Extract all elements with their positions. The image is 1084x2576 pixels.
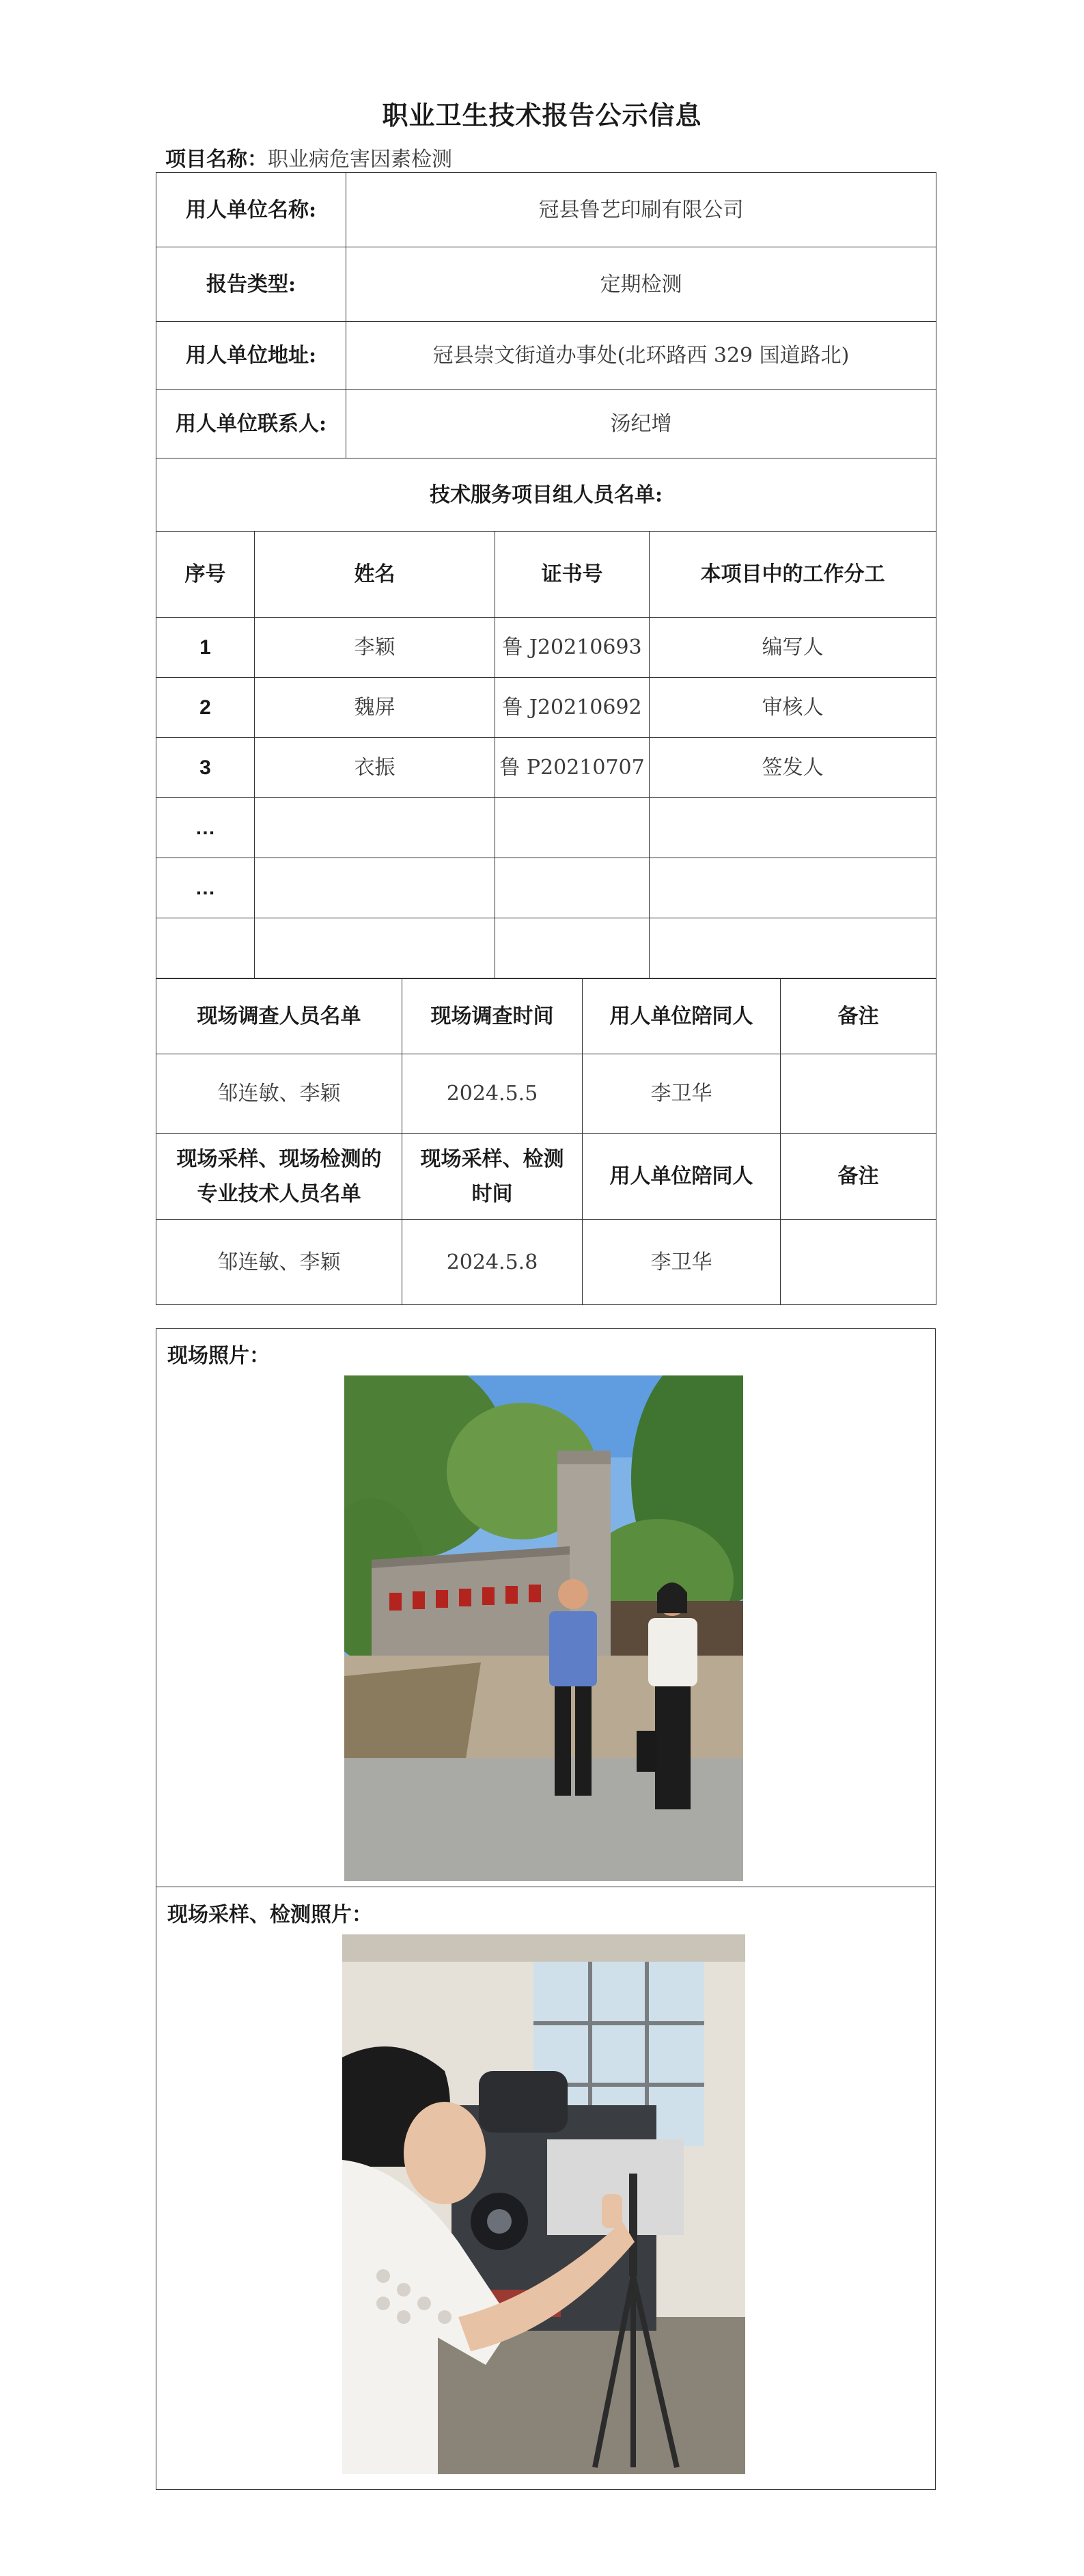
contact-value: 汤纪增 <box>346 390 936 458</box>
row-role: 编写人 <box>650 618 936 678</box>
row-no <box>156 918 255 978</box>
team-header-no: 序号 <box>156 532 255 618</box>
sampling-date: 2024.5.8 <box>402 1220 583 1305</box>
table-row <box>156 918 936 978</box>
row-role <box>650 858 936 918</box>
sampling-photo <box>342 1934 745 2474</box>
row-no: … <box>156 858 255 918</box>
survey-header-row <box>156 979 936 1054</box>
report-type-label: 报告类型: <box>156 247 346 322</box>
row-no: 3 <box>156 738 255 798</box>
sampling-escort: 李卫华 <box>583 1220 781 1305</box>
survey-table <box>156 978 936 1305</box>
row-name: 魏屏 <box>255 678 495 738</box>
survey-data-row <box>156 1054 936 1134</box>
sampling-staff: 邹连敏、李颖 <box>156 1220 402 1305</box>
survey-header-note: 备注 <box>781 979 936 1054</box>
info-row-contact <box>156 390 936 458</box>
info-row-unit-name <box>156 173 936 247</box>
row-role <box>650 798 936 858</box>
row-no: … <box>156 798 255 858</box>
row-name <box>255 798 495 858</box>
table-row <box>156 798 936 858</box>
survey-header-escort: 用人单位陪同人 <box>583 979 781 1054</box>
unit-info-table <box>156 172 936 978</box>
row-role: 签发人 <box>650 738 936 798</box>
row-name: 衣振 <box>255 738 495 798</box>
row-cert: 鲁 P20210707 <box>495 738 650 798</box>
row-role: 审核人 <box>650 678 936 738</box>
sampling-header-date: 现场采样、检测时间 <box>402 1134 583 1220</box>
sampling-header-note: 备注 <box>781 1134 936 1220</box>
address-label: 用人单位地址: <box>156 322 346 390</box>
photo-section <box>156 1328 936 2490</box>
survey-date: 2024.5.5 <box>402 1054 583 1134</box>
table-row <box>156 858 936 918</box>
row-cert <box>495 798 650 858</box>
row-name <box>255 918 495 978</box>
survey-header-date: 现场调查时间 <box>402 979 583 1054</box>
project-name-line <box>165 142 452 172</box>
team-header-role: 本项目中的工作分工 <box>650 532 936 618</box>
sampling-header-row <box>156 1134 936 1220</box>
row-name <box>255 858 495 918</box>
row-cert <box>495 858 650 918</box>
site-photo <box>344 1375 743 1881</box>
survey-note <box>781 1054 936 1134</box>
row-cert: 鲁 J20210692 <box>495 678 650 738</box>
report-type-value: 定期检测 <box>346 247 936 322</box>
row-cert <box>495 918 650 978</box>
team-heading-row <box>156 458 936 532</box>
team-header-cert: 证书号 <box>495 532 650 618</box>
team-header-name: 姓名 <box>255 532 495 618</box>
sampling-header-escort: 用人单位陪同人 <box>583 1134 781 1220</box>
unit-name-value: 冠县鲁艺印刷有限公司 <box>346 173 936 247</box>
sampling-header-staff: 现场采样、现场检测的专业技术人员名单 <box>156 1134 402 1220</box>
survey-header-staff: 现场调查人员名单 <box>156 979 402 1054</box>
table-row <box>156 618 936 678</box>
sampling-data-row <box>156 1220 936 1305</box>
unit-name-label: 用人单位名称: <box>156 173 346 247</box>
site-photo-label: 现场照片： <box>167 1344 270 1368</box>
row-no: 2 <box>156 678 255 738</box>
survey-escort: 李卫华 <box>583 1054 781 1134</box>
info-row-report-type <box>156 247 936 322</box>
page-title: 职业卫生技术报告公示信息 <box>382 100 702 131</box>
table-row <box>156 678 936 738</box>
row-role <box>650 918 936 978</box>
row-cert: 鲁 J20210693 <box>495 618 650 678</box>
contact-label: 用人单位联系人: <box>156 390 346 458</box>
row-name: 李颖 <box>255 618 495 678</box>
info-row-address <box>156 322 936 390</box>
team-heading: 技术服务项目组人员名单: <box>156 458 936 532</box>
row-no: 1 <box>156 618 255 678</box>
table-row <box>156 738 936 798</box>
team-header-row <box>156 532 936 618</box>
survey-staff: 邹连敏、李颖 <box>156 1054 402 1134</box>
sampling-photo-label: 现场采样、检测照片： <box>167 1903 372 1927</box>
sampling-note <box>781 1220 936 1305</box>
address-value: 冠县崇文街道办事处(北环路西 329 国道路北) <box>346 322 936 390</box>
project-name-label: 项目名称： <box>165 148 268 172</box>
project-name-value: 职业病危害因素检测 <box>268 148 452 172</box>
